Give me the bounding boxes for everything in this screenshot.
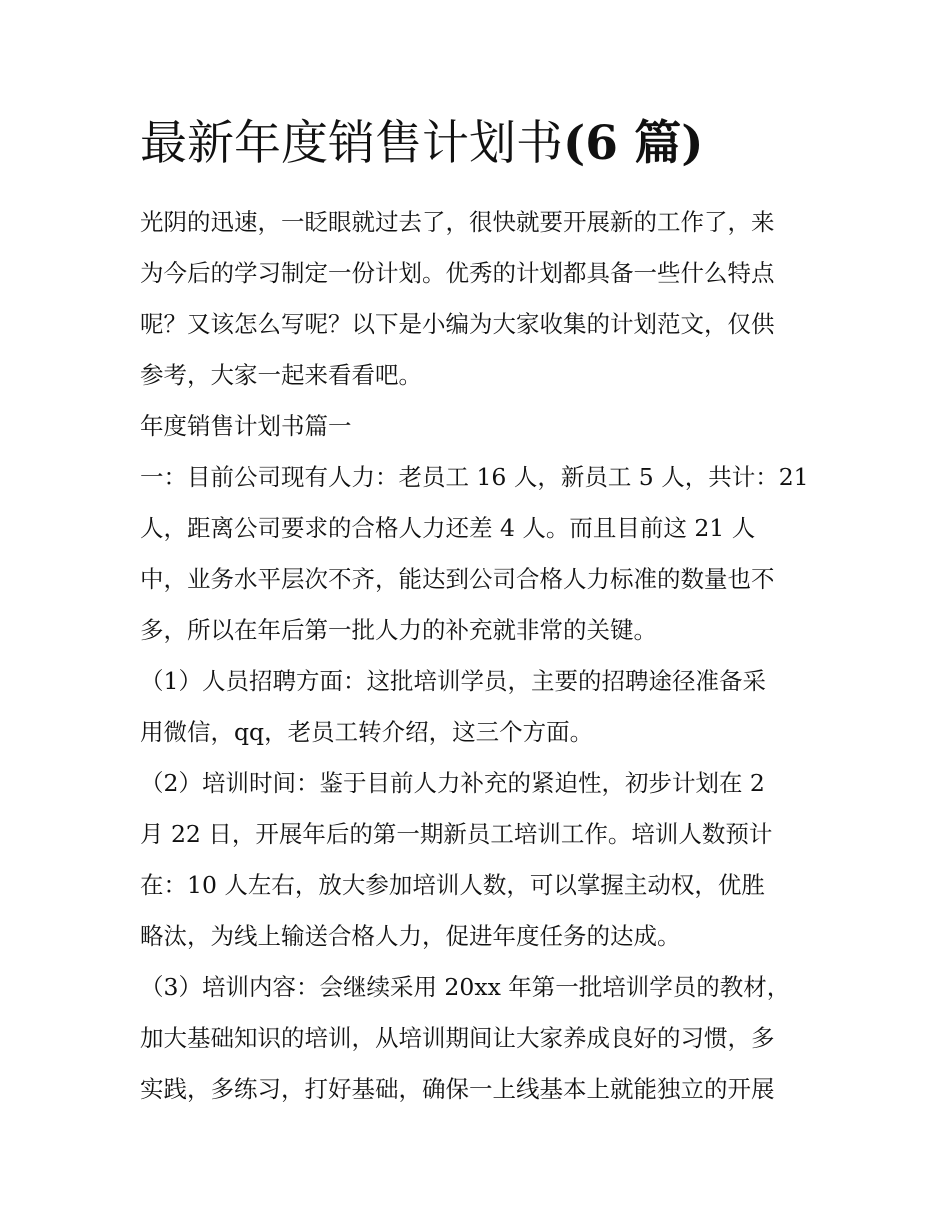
- text-line: （2）培训时间：鉴于目前人力补充的紧迫性，初步计划在 2: [140, 769, 765, 797]
- text-line: 略汰，为线上输送合格人力，促进年度任务的达成。: [140, 922, 681, 950]
- text-line: 为今后的学习制定一份计划。优秀的计划都具备一些什么特点: [140, 259, 775, 287]
- title-suffix: (6 篇): [563, 116, 704, 171]
- text-line: 加大基础知识的培训，从培训期间让大家养成良好的习惯，多: [140, 1024, 775, 1052]
- text-line: 在：10 人左右，放大参加培训人数，可以掌握主动权，优胜: [140, 871, 765, 899]
- text-line: 用微信，qq，老员工转介绍，这三个方面。: [140, 718, 594, 746]
- document-title: [140, 116, 704, 172]
- text-line: 呢？又该怎么写呢？以下是小编为大家收集的计划范文，仅供: [140, 310, 775, 338]
- text-line: 月 22 日，开展年后的第一期新员工培训工作。培训人数预计: [140, 820, 773, 848]
- text-line: 人，距离公司要求的合格人力还差 4 人。而且目前这 21 人: [140, 514, 756, 542]
- text-line: 光阴的迅速，一眨眼就过去了，很快就要开展新的工作了，来: [140, 208, 775, 236]
- document-body: [140, 197, 820, 1115]
- text-line: 多，所以在年后第一批人力的补充就非常的关键。: [140, 616, 657, 644]
- text-line: 参考，大家一起来看看吧。: [140, 361, 422, 389]
- title-main: 最新年度销售计划书: [140, 116, 563, 171]
- text-line: 实践，多练习，打好基础，确保一上线基本上就能独立的开展: [140, 1075, 775, 1103]
- text-line: （1）人员招聘方面：这批培训学员，主要的招聘途径准备采: [140, 667, 766, 695]
- text-line: （3）培训内容：会继续采用 20xx 年第一批培训学员的教材，: [140, 973, 791, 1001]
- text-line: 一：目前公司现有人力：老员工 16 人，新员工 5 人，共计：21: [140, 463, 809, 491]
- text-line: 中，业务水平层次不齐，能达到公司合格人力标准的数量也不: [140, 565, 775, 593]
- section-heading: 年度销售计划书篇一: [140, 412, 352, 440]
